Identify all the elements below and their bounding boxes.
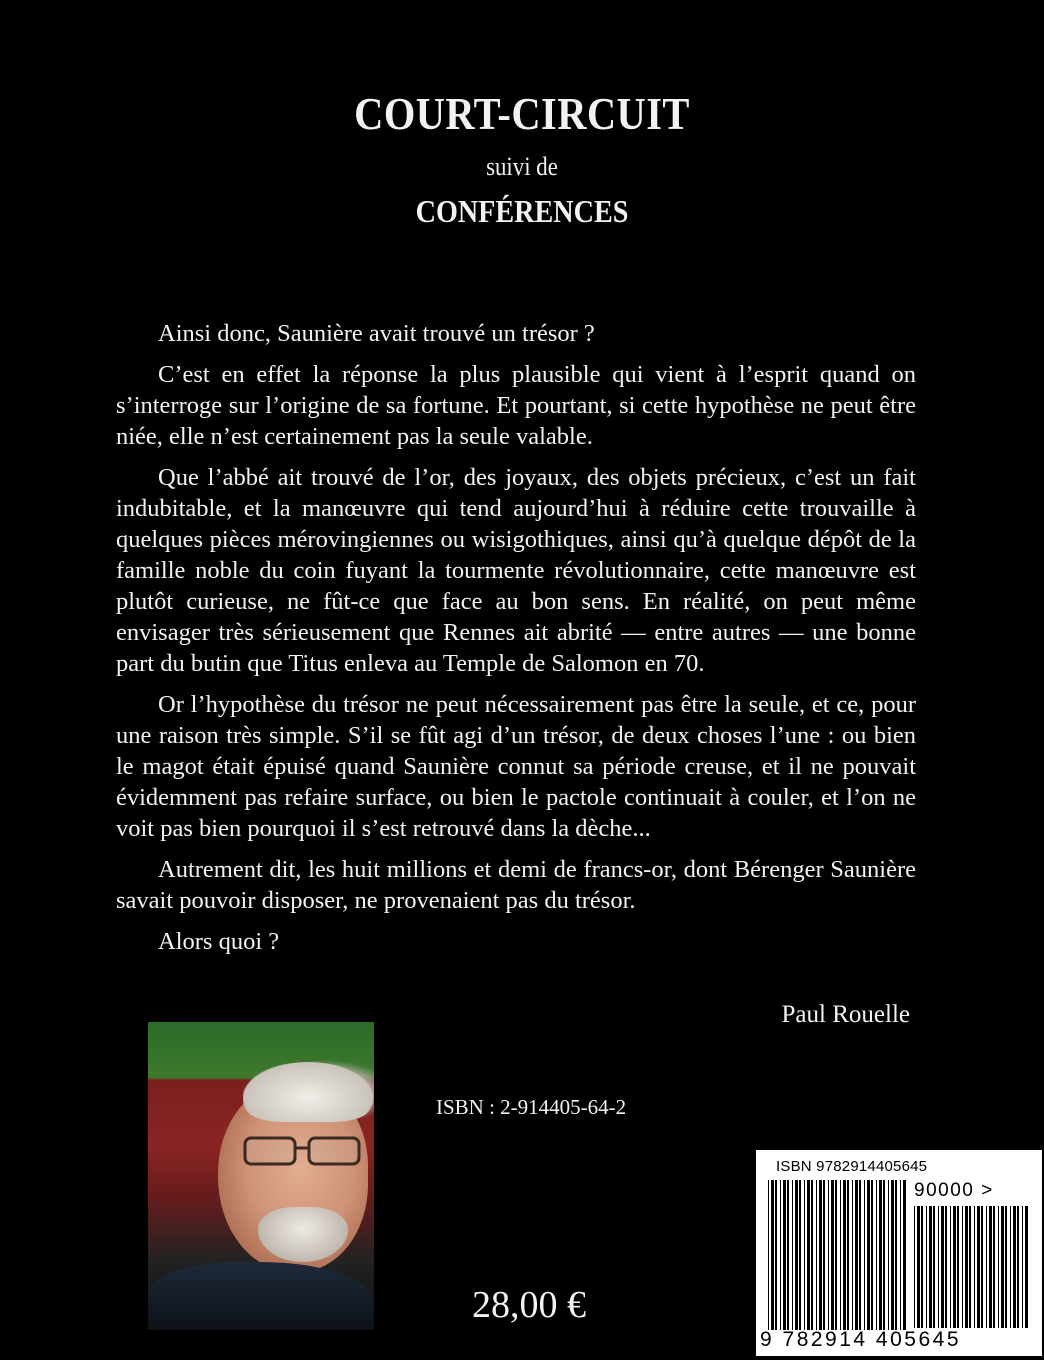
barcode-bar [993, 1206, 995, 1328]
barcode-bar [816, 1180, 817, 1330]
barcode-bar [799, 1180, 801, 1330]
barcode-bar [804, 1180, 805, 1330]
barcode-bar [969, 1206, 971, 1328]
book-title: COURT-CIRCUIT [354, 88, 690, 139]
barcode-bar [1005, 1206, 1007, 1328]
isbn-label: ISBN : 2-914405-64-2 [436, 1095, 627, 1119]
barcode-bar [811, 1180, 813, 1330]
price-label: 28,00 € [472, 1284, 586, 1326]
barcode-bar [871, 1180, 873, 1330]
barcode-bar [876, 1180, 877, 1330]
barcode-bar [989, 1206, 992, 1328]
barcode-bar [840, 1180, 841, 1330]
barcode-bar [787, 1180, 789, 1330]
barcode-bar [775, 1180, 777, 1330]
photo-hair [243, 1062, 373, 1122]
barcode-bar [986, 1206, 987, 1328]
photo-glasses [243, 1134, 363, 1168]
barcode-bar [974, 1206, 975, 1328]
barcode-bar [843, 1180, 846, 1330]
barcode-isbn-line: ISBN 9782914405645 [776, 1158, 928, 1175]
barcode-bar [855, 1180, 858, 1330]
barcode-bar [795, 1180, 798, 1330]
blurb-paragraph: Ainsi donc, Saunière avait trouvé un trésor ? [158, 320, 595, 347]
barcode-bar [1017, 1206, 1019, 1328]
barcode-bar [888, 1180, 889, 1330]
barcode-bar [917, 1206, 920, 1328]
photo-shirt [148, 1262, 374, 1330]
barcode-addon-digits: 90000 > [914, 1180, 994, 1201]
barcode-bar [864, 1180, 865, 1330]
blurb-paragraph: Alors quoi ? [158, 928, 280, 955]
barcode-bar [835, 1180, 837, 1330]
barcode-bar [780, 1180, 781, 1330]
barcode-bar [1022, 1206, 1023, 1328]
barcode-bar [891, 1180, 894, 1330]
barcode-bar [879, 1180, 882, 1330]
barcode-bar [950, 1206, 951, 1328]
barcode-bar [914, 1206, 915, 1328]
barcode-bar [981, 1206, 983, 1328]
barcode-bar [938, 1206, 939, 1328]
barcode-bar [828, 1180, 829, 1330]
title-block [0, 88, 1044, 230]
barcode-bar [945, 1206, 947, 1328]
barcode-bar [903, 1180, 906, 1330]
photo-beard [258, 1207, 348, 1262]
barcode-bar [895, 1180, 897, 1330]
barcode-box [756, 1150, 1042, 1356]
barcode-bar [953, 1206, 956, 1328]
barcode-ean13 [768, 1180, 908, 1330]
barcode-bar [819, 1180, 822, 1330]
barcode-bar [792, 1180, 793, 1330]
barcode-bar [933, 1206, 935, 1328]
barcode-bar [1010, 1206, 1011, 1328]
barcode-bar [1013, 1206, 1016, 1328]
barcode-bar [771, 1180, 774, 1330]
barcode-bar [883, 1180, 885, 1330]
barcode-bar [1025, 1206, 1028, 1328]
barcode-bar [852, 1180, 853, 1330]
blurb-paragraph: Or l’hypothèse du trésor ne peut nécessairement pas être la seule, et ce, pour une raison très simple. S’il se fût agi d’un trésor, de deux choses l’une : ou bien le magot était épuisé quand Saunière connut sa période creuse, et il ne pouvait évidemment pas refaire surface, ou bien le pactole continuait à couler, et l’on ne voit pas bien pourquoi il s’est retrouvé dans la dèche... [116, 691, 916, 842]
barcode-bar [941, 1206, 944, 1328]
blurb-paragraph: Que l’abbé ait trouvé de l’or, des joyaux, des objets précieux, c’est un fait indubitable, et la manœuvre qui tend aujourd’hui à réduire cette trouvaille à quelques pièces mérovingiennes ou wisigothiques, ainsi qu’à quelque dépôt de la famille noble du coin fuyant la tourmente révolutionnaire, cette manœuvre est plutôt curieuse, ne fût-ce que face au bon sens. En réalité, on peut même envisager très sérieusement que Rennes ait abrité — entre autres — une bonne part du butin que Titus enleva au Temple de Salomon en 70. [116, 464, 916, 677]
blurb-paragraph: Autrement dit, les huit millions et demi de francs-or, dont Bérenger Saunière savait pouvoir disposer, ne provenaient pas du trésor. [116, 856, 916, 914]
barcode-bar [965, 1206, 968, 1328]
barcode-digits: 9 782914 405645 [760, 1328, 961, 1351]
author-photo [148, 1022, 374, 1330]
barcode-bar [921, 1206, 923, 1328]
barcode-bar [859, 1180, 861, 1330]
blurb-text [116, 318, 916, 967]
blurb-paragraph: C’est en effet la réponse la plus plausible qui vient à l’esprit quand on s’interroge sur l’origine de sa fortune. Et pourtant, si cette hypothèse ne peut être niée, elle n’est certainement pas la seule valable. [116, 361, 916, 450]
barcode-bar [831, 1180, 834, 1330]
barcode-bar [957, 1206, 959, 1328]
author-signature: Paul Rouelle [781, 1001, 910, 1028]
barcode-bar [783, 1180, 786, 1330]
barcode-bar [867, 1180, 870, 1330]
barcode-bar [977, 1206, 980, 1328]
book-second-title: CONFÉRENCES [415, 193, 629, 229]
barcode-bar [900, 1180, 901, 1330]
barcode-bar [926, 1206, 927, 1328]
barcode-bar [1001, 1206, 1004, 1328]
book-subtitle: suivi de [486, 152, 558, 181]
barcode-bar [998, 1206, 999, 1328]
barcode-bar [807, 1180, 810, 1330]
barcode-bar [847, 1180, 849, 1330]
barcode-bar [962, 1206, 963, 1328]
barcode-bar [768, 1180, 769, 1330]
barcode-addon [914, 1206, 1030, 1328]
barcode-bar [823, 1180, 825, 1330]
barcode-bar [929, 1206, 932, 1328]
